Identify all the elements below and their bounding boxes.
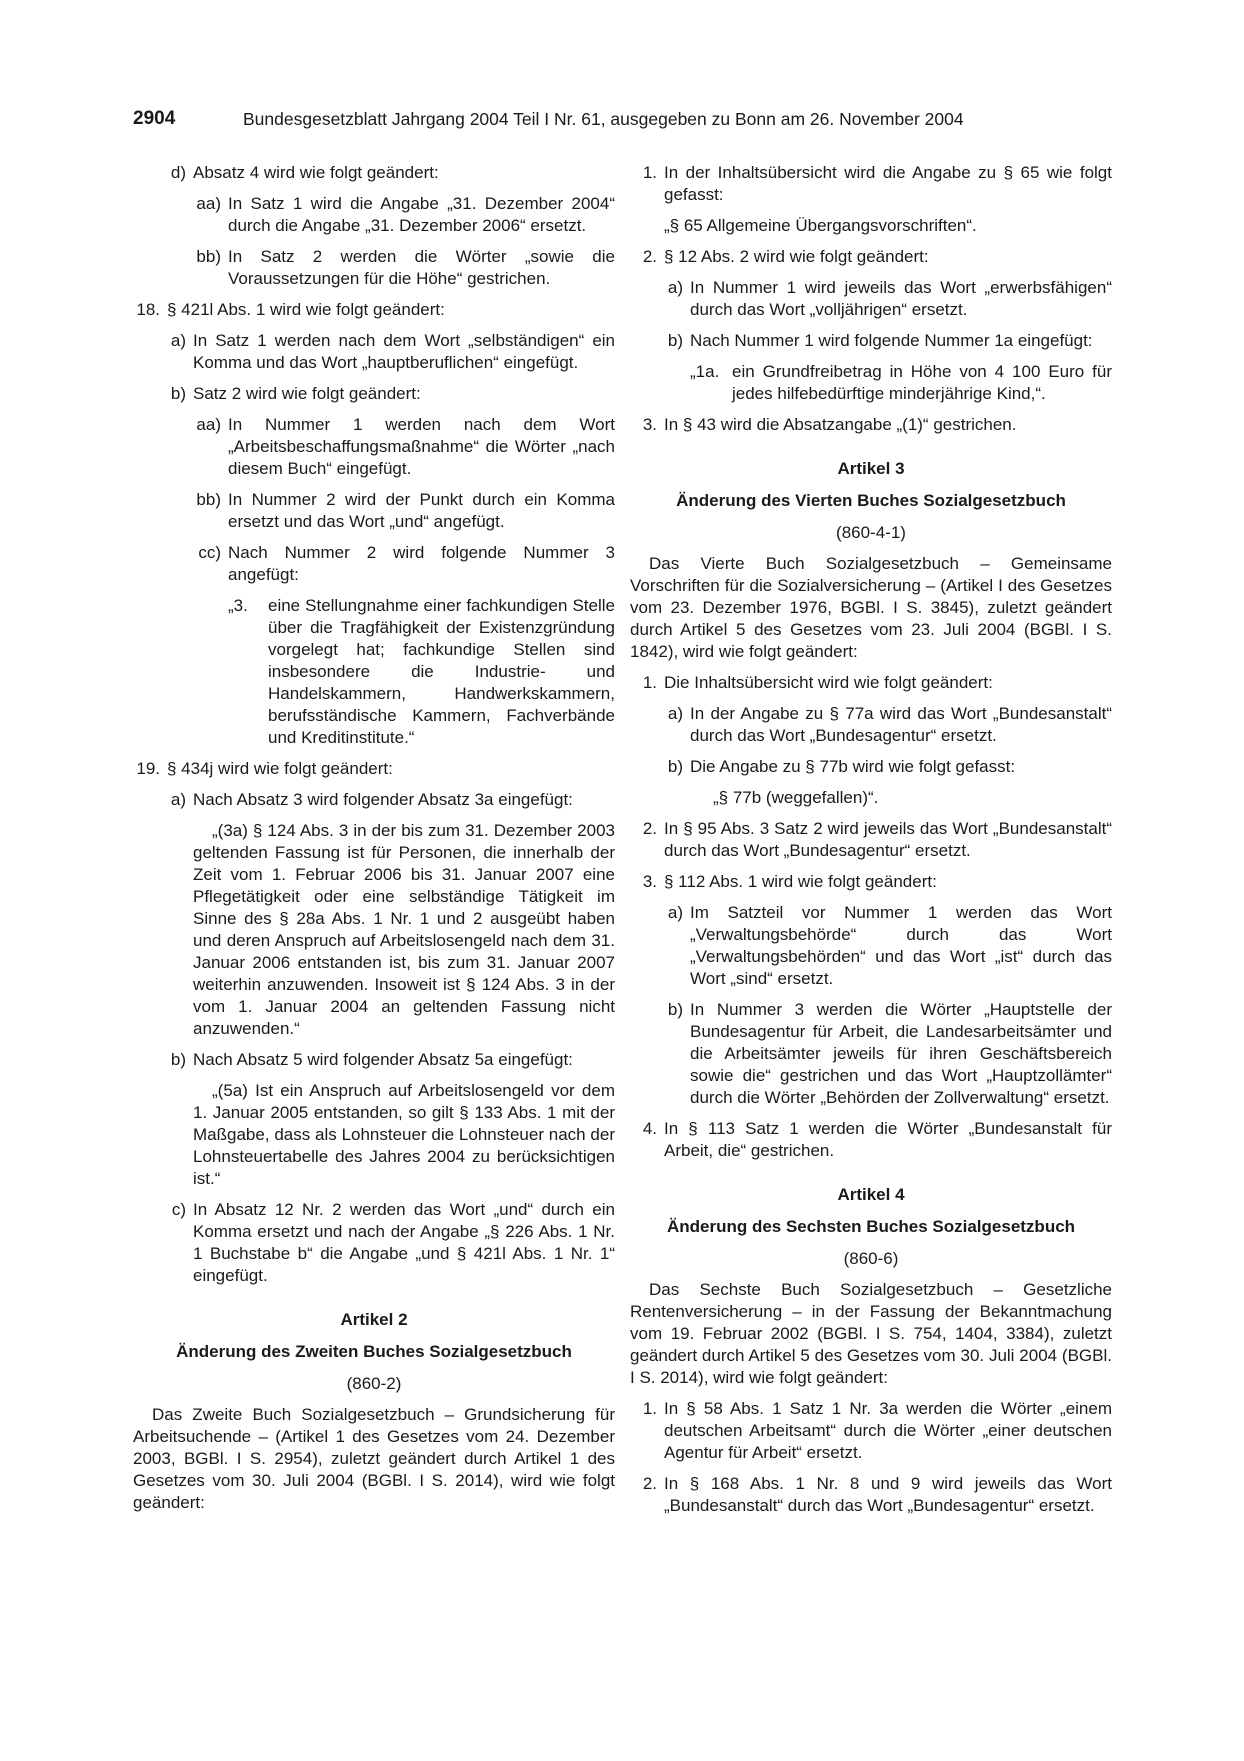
list-item: 4. In § 113 Satz 1 werden die Wörter „Bundesanstalt für Arbeit, die“ gestrichen.	[642, 1119, 1112, 1160]
list-item: a) In Satz 1 werden nach dem Wort „selbständigen“ ein Komma und das Wort „hauptberuflichen“ eingefügt.	[170, 331, 615, 372]
list-item: 2. § 12 Abs. 2 wird wie folgt geändert:	[642, 247, 929, 266]
list-item: cc) Nach Nummer 2 wird folgende Nummer 3 angefügt:	[198, 543, 615, 584]
list-item: 3. § 112 Abs. 1 wird wie folgt geändert:	[642, 872, 937, 891]
quoted-provision: „3. eine Stellungnahme einer fachkundigen Stelle über die Tragfähigkeit der Existenzgründung vorgelegt hat; fachkundige Stellen sind insbesondere die Industrie- und Handelskammern, Handwerkskammern, berufsständische Kammern, Fachverbände und Kreditinstitute.“	[228, 596, 615, 747]
list-item: 3. In § 43 wird die Absatzangabe „(1)“ gestrichen.	[642, 415, 1017, 434]
list-item: b) Satz 2 wird wie folgt geändert:	[170, 384, 421, 403]
list-item: 2. In § 95 Abs. 3 Satz 2 wird jeweils das Wort „Bundesanstalt“ durch das Wort „Bundesagentur“ ersetzt.	[642, 819, 1112, 860]
list-item: a) In der Angabe zu § 77a wird das Wort „Bundesanstalt“ durch das Wort „Bundesagentur“ ersetzt.	[667, 704, 1112, 745]
article-number: Artikel 3	[837, 459, 905, 478]
list-item: b) In Nummer 3 werden die Wörter „Hauptstelle der Bundesagentur für Arbeit, die Landesarbeitsämter und die Arbeitsämter jeweils für ihren Geschäftsbereich sowie die“ gestrichen und das Wort „Hauptzollämter“ durch die Wörter „Behörden der Zollverwaltung“ ersetzt.	[667, 1000, 1112, 1107]
left-column	[133, 162, 615, 1523]
list-item: a) Im Satzteil vor Nummer 1 werden das Wort „Verwaltungsbehörde“ durch das Wort „Verwaltungsbehörden“ und das Wort „ist“ durch das Wort „sind“ ersetzt.	[667, 903, 1112, 988]
list-item: bb) In Satz 2 werden die Wörter „sowie die Voraussetzungen für die Höhe“ gestrichen.	[196, 247, 615, 288]
quoted-provision: „(5a) Ist ein Anspruch auf Arbeitslosengeld vor dem 1. Januar 2005 entstanden, so gilt § 133 Abs. 1 mit der Maßgabe, dass als Lohnsteuer die Lohnsteuer nach der Lohnsteuertabelle des Jahres 2004 zu berücksichtigen ist.“	[193, 1081, 615, 1188]
list-item: a) Nach Absatz 3 wird folgender Absatz 3a eingefügt:	[170, 790, 573, 809]
quoted-provision: „(3a) § 124 Abs. 3 in der bis zum 31. Dezember 2003 geltenden Fassung ist für Personen, die innerhalb der Zeit vom 1. Februar 2006 bis 31. Januar 2007 eine Pflegetätigkeit oder eine selbständige Tätigkeit im Sinne des § 28a Abs. 1 Nr. 1 und 2 ausgeübt haben und deren Anspruch auf Arbeitslosengeld nach dem 31. Januar 2006 entstanden ist, bis zum 31. Januar 2007 weiterhin anzuwenden. Insoweit ist § 124 Abs. 3 in der vom 1. Januar 2004 an geltenden Fassung nicht anzuwenden.“	[193, 821, 615, 1038]
running-header: Bundesgesetzblatt Jahrgang 2004 Teil I Nr. 61, ausgegeben zu Bonn am 26. November 2004	[243, 109, 964, 129]
article-intro: Das Vierte Buch Sozialgesetzbuch – Gemeinsame Vorschriften für die Sozialversicherung – (Artikel I des Gesetzes vom 23. Dezember 1976, BGBl. I S. 3845), zuletzt geändert durch Artikel 5 des Gesetzes vom 23. Juli 2004 (BGBl. I S. 1842), wird wie folgt geändert:	[630, 554, 1112, 661]
list-item: 1. In § 58 Abs. 1 Satz 1 Nr. 3a werden die Wörter „einem deutschen Arbeitsamt“ durch die Wörter „einer deutschen Agentur für Arbeit“ ersetzt.	[642, 1399, 1112, 1462]
article-number: Artikel 4	[837, 1185, 905, 1204]
quoted-provision: „§ 65 Allgemeine Übergangsvorschriften“.	[664, 216, 977, 235]
list-item: aa) In Nummer 1 werden nach dem Wort „Arbeitsbeschaffungsmaßnahme“ die Wörter „nach diesem Buch“ eingefügt.	[196, 415, 615, 478]
list-item: 1. In der Inhaltsübersicht wird die Angabe zu § 65 wie folgt gefasst:	[642, 163, 1112, 204]
article-intro: Das Sechste Buch Sozialgesetzbuch – Gesetzliche Rentenversicherung – in der Fassung der Bekanntmachung vom 19. Februar 2002 (BGBl. I S. 754, 1404, 3384), zuletzt geändert durch Artikel 5 des Gesetzes vom 30. Juli 2004 (BGBl. I S. 2014), wird wie folgt geändert:	[630, 1280, 1112, 1387]
list-item: b) Nach Nummer 1 wird folgende Nummer 1a eingefügt:	[667, 331, 1093, 350]
page-header	[133, 108, 1113, 138]
list-item: 1. Die Inhaltsübersicht wird wie folgt geändert:	[642, 673, 993, 692]
list-item: b) Die Angabe zu § 77b wird wie folgt gefasst:	[667, 757, 1016, 776]
article-title: Änderung des Vierten Buches Sozialgesetzbuch	[676, 491, 1066, 510]
list-item: 18. § 421l Abs. 1 wird wie folgt geändert:	[136, 300, 445, 319]
article-title: Änderung des Zweiten Buches Sozialgesetzbuch	[176, 1342, 572, 1361]
article-number: Artikel 2	[340, 1310, 408, 1329]
list-item: d) Absatz 4 wird wie folgt geändert:	[170, 163, 439, 182]
quoted-provision: „1a. ein Grundfreibetrag in Höhe von 4 100 Euro für jedes hilfebedürftige minderjährige Kind,“.	[690, 362, 1112, 403]
list-item: b) Nach Absatz 5 wird folgender Absatz 5a eingefügt:	[170, 1050, 573, 1069]
article-code: (860-6)	[843, 1249, 899, 1268]
list-item: bb) In Nummer 2 wird der Punkt durch ein Komma ersetzt und das Wort „und“ angefügt.	[196, 490, 615, 531]
list-item: c) In Absatz 12 Nr. 2 werden das Wort „und“ durch ein Komma ersetzt und nach der Angabe „§ 226 Abs. 1 Nr. 1 Buchstabe b“ die Angabe „und § 421l Abs. 1 Nr. 1“ eingefügt.	[171, 1200, 615, 1285]
list-item: aa) In Satz 1 wird die Angabe „31. Dezember 2004“ durch die Angabe „31. Dezember 2006“ ersetzt.	[196, 194, 615, 235]
article-title: Änderung des Sechsten Buches Sozialgesetzbuch	[666, 1217, 1076, 1236]
article-code: (860-4-1)	[836, 523, 906, 542]
page-number: 2904	[133, 108, 176, 129]
quoted-provision: „§ 77b (weggefallen)“.	[713, 788, 879, 807]
article-intro: Das Zweite Buch Sozialgesetzbuch – Grundsicherung für Arbeitsuchende – (Artikel 1 des Gesetzes vom 24. Dezember 2003, BGBl. I S. 2954), zuletzt geändert durch Artikel 1 des Gesetzes vom 30. Juli 2004 (BGBl. I S. 2014), wird wie folgt geändert:	[133, 1405, 615, 1512]
right-column	[630, 162, 1112, 1526]
article-code: (860-2)	[346, 1374, 402, 1393]
list-item: 2. In § 168 Abs. 1 Nr. 8 und 9 wird jeweils das Wort „Bundesanstalt“ durch das Wort „Bundesagentur“ ersetzt.	[642, 1474, 1112, 1515]
list-item: 19. § 434j wird wie folgt geändert:	[136, 759, 393, 778]
list-item: a) In Nummer 1 wird jeweils das Wort „erwerbsfähigen“ durch das Wort „volljährigen“ ersetzt.	[667, 278, 1112, 319]
